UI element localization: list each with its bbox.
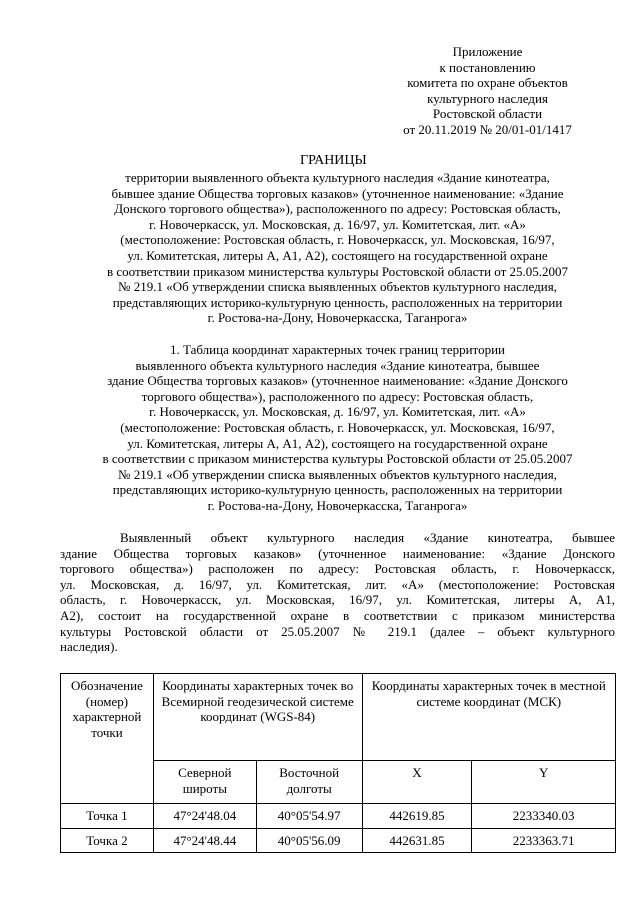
table-title-line: г. Новочеркасск, ул. Московская, д. 16/97, ул. Комитетская, лит. «А» [149, 404, 526, 420]
body-line: торгового общества») расположен по адресу: Ростовская область, г. Новочеркасск, [60, 561, 615, 577]
appendix-line: от 20.11.2019 № 20/01-01/1417 [403, 121, 572, 137]
body-line: наследия). [60, 639, 118, 655]
table-title-line: выявленного объекта культурного наследия «Здание кинотеатра, бывшее [135, 357, 540, 373]
territory-line: г. Ростова-на-Дону, Новочеркасска, Таганрога» [207, 310, 468, 326]
territory-line: представляющих историко-культурную ценность, расположенных на территории [112, 294, 563, 310]
table-header-row [61, 674, 616, 761]
territory-line: г. Новочеркасск, ул. Московская, д. 16/97, ул. Комитетская, лит. «А» [149, 216, 526, 232]
cell-lon: 40°05'54.97 [256, 804, 362, 829]
subheader-x: X [362, 761, 472, 804]
subheader-lat: Северной широты [153, 761, 256, 804]
table-title-line: ул. Комитетская, литеры А, А1, А2), состоящего на государственной охране [127, 435, 548, 451]
subheader-lon: Восточной долготы [256, 761, 362, 804]
appendix-header [370, 44, 605, 137]
cell-point: Точка 2 [61, 828, 154, 853]
subheader-y: Y [472, 761, 616, 804]
body-line: здание Общества торговых казаков» (уточненное наименование: «Здание Донского [60, 545, 615, 561]
table-row [61, 828, 616, 853]
body-line: культуры Ростовской области от 25.05.2007 № 219.1 (далее – объект культурного [60, 623, 615, 639]
cell-x: 442619.85 [362, 804, 472, 829]
table-title-line: № 219.1 «Об утверждении списка выявленных объектов культурного наследия, [118, 466, 557, 482]
table-title-line: в соответствии с приказом министерства культуры Ростовской области от 25.05.2007 [102, 451, 573, 467]
table-title [60, 342, 615, 514]
territory-line: № 219.1 «Об утверждении списка выявленных объектов культурного наследия, [118, 279, 557, 295]
header-wgs84: Координаты характерных точек во Всемирной геодезической системе координат (WGS-84) [153, 674, 362, 761]
table-title-line: торгового общества»), расположенного по адресу: Ростовская область, [141, 388, 534, 404]
table-title-line: 1. Таблица координат характерных точек границ территории [170, 342, 505, 357]
territory-line: бывшее здание Общества торговых казаков» (уточненное наименование: «Здание [111, 185, 564, 201]
appendix-line: культурного наследия [427, 90, 548, 106]
appendix-line: Ростовской области [432, 106, 543, 121]
table-title-line: представляющих историко-культурную ценность, расположенных на территории [112, 482, 563, 498]
cell-point: Точка 1 [61, 804, 154, 829]
body-paragraph [60, 530, 615, 655]
table-title-line: здание Общества торговых казаков» (уточненное наименование: «Здание Донского [107, 373, 568, 389]
table-row [61, 804, 616, 829]
cell-y: 2233340.03 [472, 804, 616, 829]
table-title-line: г. Ростова-на-Дону, Новочеркасска, Таганрога» [207, 497, 468, 513]
coordinates-table [60, 673, 616, 853]
territory-line: территории выявленного объекта культурного наследия «Здание кинотеатра, [125, 170, 550, 185]
cell-lon: 40°05'56.09 [256, 828, 362, 853]
cell-lat: 47°24'48.04 [153, 804, 256, 829]
cell-x: 442631.85 [362, 828, 472, 853]
body-line: ул. Московская, д. 16/97, ул. Комитетская, лит. «А» (местоположение: Ростовская [60, 576, 615, 592]
cell-y: 2233363.71 [472, 828, 616, 853]
cell-lat: 47°24'48.44 [153, 828, 256, 853]
header-msk: Координаты характерных точек в местной системе координат (МСК) [362, 674, 615, 761]
header-point: Обозначение (номер) характерной точки [61, 674, 154, 804]
appendix-line: Приложение [452, 44, 523, 59]
territory-description [60, 170, 615, 326]
territory-line: (местоположение: Ростовская область, г. Новочеркасск, ул. Московская, 16/97, [120, 232, 555, 248]
territory-line: Донского торгового общества»), расположенного по адресу: Ростовская область, [114, 201, 561, 217]
table-title-line: (местоположение: Ростовская область, г. Новочеркасск, ул. Московская, 16/97, [120, 419, 555, 435]
territory-line: ул. Комитетская, литеры А, А1, А2), состоящего на государственной охране [127, 247, 548, 263]
appendix-line: комитета по охране объектов [407, 75, 568, 90]
body-line: область, г. Новочеркасск, ул. Московская, 16/97, ул. Комитетская, литеры А, А1, [60, 592, 615, 608]
body-line: Выявленный объект культурного наследия «Здание кинотеатра, бывшее [120, 530, 615, 545]
body-line: А2), состоит на государственной охране в соответствии с приказом министерства [60, 607, 615, 623]
appendix-line: к постановлению [439, 59, 536, 75]
territory-line: в соответствии приказом министерства культуры Ростовской области от 25.05.2007 [106, 263, 569, 279]
document-heading: ГРАНИЦЫ [300, 153, 367, 168]
